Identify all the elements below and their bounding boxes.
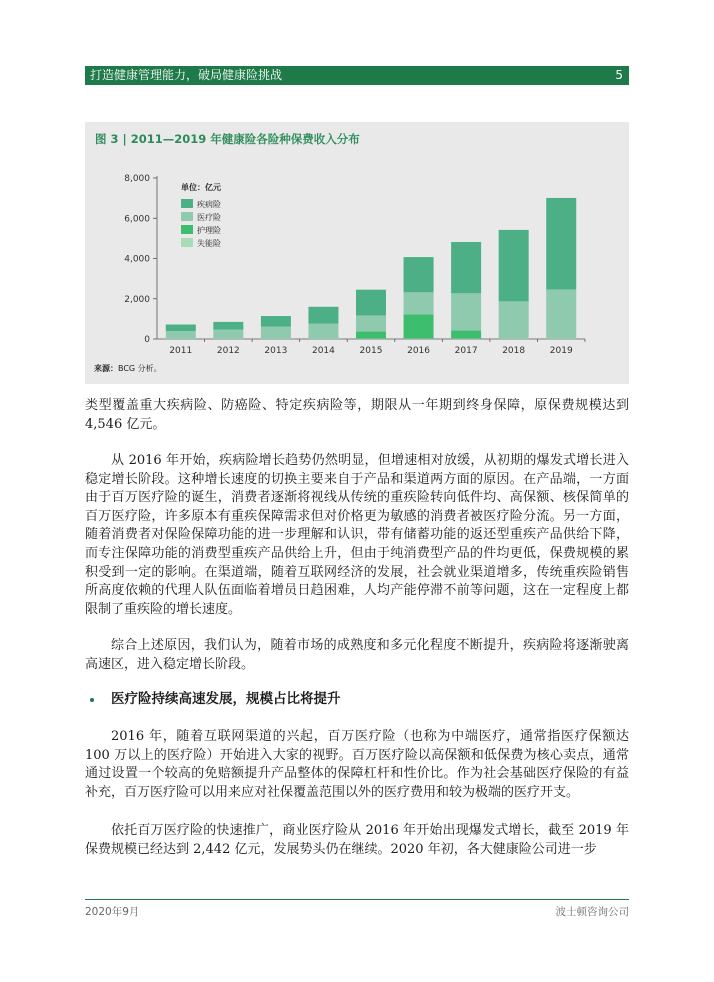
legend-swatch xyxy=(181,212,193,221)
y-tick-label: 8,000 xyxy=(124,174,150,184)
legend-label: 失能险 xyxy=(197,239,221,248)
x-tick-label: 2019 xyxy=(549,346,573,356)
bar-segment xyxy=(404,339,434,340)
legend-label: 疾病险 xyxy=(197,200,221,209)
source-text: BCG 分析。 xyxy=(118,364,162,373)
bar-segment xyxy=(404,314,434,338)
y-tick-label: 6,000 xyxy=(124,214,150,225)
bar-segment xyxy=(546,289,576,338)
bar-segment xyxy=(308,339,338,340)
bar-segment xyxy=(356,339,386,340)
bar-segment xyxy=(404,292,434,314)
x-tick-label: 2016 xyxy=(407,346,431,356)
bar-segment xyxy=(166,331,196,338)
section-heading-text: 医疗险持续高速发展，规模占比将提升 xyxy=(111,691,341,707)
legend-swatch xyxy=(181,225,193,234)
bar-segment xyxy=(451,331,481,339)
bar-segment xyxy=(451,339,481,340)
y-tick-label: 4,000 xyxy=(124,254,150,265)
bar-segment xyxy=(308,324,338,339)
legend-swatch xyxy=(181,199,193,208)
figure-caption: 图 3 | 2011—2019 年健康险各险种保费收入分布 xyxy=(95,132,360,146)
legend-label: 医疗险 xyxy=(197,213,221,222)
bullet-icon xyxy=(90,698,94,702)
x-tick-label: 2013 xyxy=(264,346,288,356)
source-label: 来源： xyxy=(94,364,118,373)
paragraph-2: 从 2016 年开始，疾病险增长趋势仍然明显，但增速相对放缓，从初期的爆发式增长进入稳定增长阶段。这种增长速度的切换主要来自于产品和渠道两方面的原因。在产品端，一方面由于百万医疗险的诞生，消费者逐渐将视线从传统的重疾险转向低件均、高保额、核保简单的百万医疗险，许多原本有重疾保障需求但对价格更为敏感的消费者被医疗险分流。另一方面，随着消费者对保险保障功能的进一步理解和认识，带有储蓄功能的返还型重疾产品供给下降，而专注保障功能的消费型重疾产品供给上升，但由于纯消费型产品的件均更低，保费规模的累积受到一定的影响。在渠道端，随着互联网经济的发展，社会就业渠道增多，传统重疾险销售所高度依赖的代理人队伍面临着增员日趋困难，人均产能停滞不前等问题，这在一定程度上都限制了重疾险的增长速度。 xyxy=(85,453,629,617)
unit-label: 单位：亿元 xyxy=(181,183,221,192)
bar-segment xyxy=(261,339,291,340)
x-tick-label: 2014 xyxy=(311,346,335,356)
y-tick-label: 2,000 xyxy=(124,294,150,305)
paragraph-4: 2016 年，随着互联网渠道的兴起，百万医疗险（也称为中端医疗，通常指医疗保额达 100 万以上的医疗险）开始进入大家的视野。百万医疗险以高保额和低保费为核心卖点，通常通过设置一个较高的免赔额提升产品整体的保障杠杆和性价比。作为社会基础医疗保险的有益补充，百万医疗险可以用来应对社保覆盖范围以外的医疗费用和较为极端的医疗开支。 xyxy=(85,729,629,800)
bar-segment xyxy=(213,330,243,339)
bar-segment xyxy=(213,339,243,340)
bar-segment xyxy=(451,293,481,330)
footer-company: 波士顿咨询公司 xyxy=(555,906,629,918)
bar-segment xyxy=(499,339,529,340)
footer-date: 2020年9月 xyxy=(85,906,140,918)
x-tick-label: 2018 xyxy=(502,346,526,356)
bar-segment xyxy=(546,198,576,289)
bar-segment xyxy=(166,339,196,340)
x-tick-label: 2015 xyxy=(359,346,383,356)
bar-segment xyxy=(499,230,529,301)
bar-segment xyxy=(546,339,576,340)
legend-swatch xyxy=(181,238,193,247)
bar-segment xyxy=(261,316,291,326)
bar-segment xyxy=(308,307,338,324)
x-tick-label: 2012 xyxy=(216,346,240,356)
page-header-bar xyxy=(85,66,629,85)
legend-label: 护理险 xyxy=(197,226,221,235)
figure-panel xyxy=(85,122,629,384)
section-heading xyxy=(85,689,629,709)
bar-segment xyxy=(213,322,243,330)
footer-divider xyxy=(85,899,629,900)
page-number: 5 xyxy=(615,68,623,82)
bar-segment xyxy=(261,327,291,339)
bar-segment xyxy=(404,257,434,292)
bar-segment xyxy=(499,301,529,338)
paragraph-3: 综合上述原因，我们认为，随着市场的成熟度和多元化程度不断提升，疾病险将逐渐驶离高速区，进入稳定增长阶段。 xyxy=(85,638,629,672)
bar-segment xyxy=(356,290,386,316)
premium-bar-chart xyxy=(85,122,629,384)
paragraph-1: 类型覆盖重大疾病险、防癌险、特定疾病险等，期限从一年期到终身保障，原保费规模达到 4,546 亿元。 xyxy=(85,398,629,432)
figure-source xyxy=(94,363,162,374)
bar-segment xyxy=(356,315,386,331)
bar-segment xyxy=(451,242,481,293)
y-tick-label: 0 xyxy=(144,335,150,345)
x-tick-label: 2017 xyxy=(454,346,478,356)
header-title: 打造健康管理能力，破局健康险挑战 xyxy=(90,68,283,82)
bar-segment xyxy=(166,325,196,332)
x-tick-label: 2011 xyxy=(169,346,193,356)
paragraph-5: 依托百万医疗险的快速推广，商业医疗险从 2016 年开始出现爆发式增长，截至 2019 年保费规模已经达到 2,442 亿元，发展势头仍在继续。2020 年初，各大健康险公司进一步 xyxy=(85,823,629,857)
bar-segment xyxy=(356,332,386,339)
